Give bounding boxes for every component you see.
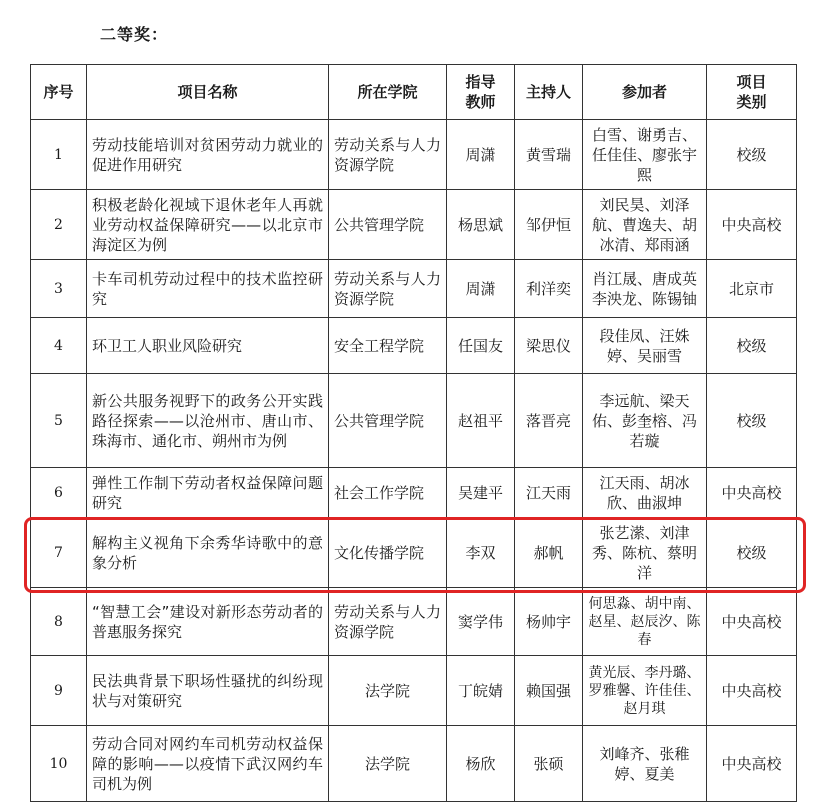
row-project-name: 劳动合同对网约车司机劳动权益保障的影响——以疫情下武汉网约车司机为例 [87,726,329,802]
row-project-name: 劳动技能培训对贫困劳动力就业的促进作用研究 [87,120,329,190]
table-header-row [31,65,797,120]
row-no: 9 [31,656,87,726]
row-category: 北京市 [707,260,797,318]
highlight-box [24,517,806,593]
row-no: 7 [31,518,87,588]
row-members: 李远航、梁天佑、彭奎榕、冯若璇 [583,374,707,468]
row-college: 社会工作学院 [329,468,447,518]
table-row [31,190,797,260]
table-row [31,120,797,190]
row-college: 法学院 [329,656,447,726]
row-project-name: 新公共服务视野下的政务公开实践路径探索——以沧州市、唐山市、珠海市、通化市、朔州市为例 [87,374,329,468]
table-row [31,468,797,518]
row-no: 4 [31,318,87,374]
row-project-name: 弹性工作制下劳动者权益保障问题研究 [87,468,329,518]
row-host: 邹伊恒 [515,190,583,260]
row-members: 白雪、谢勇吉、任佳佳、廖张宇熙 [583,120,707,190]
row-advisor: 李双 [447,518,515,588]
row-college: 劳动关系与人力资源学院 [329,120,447,190]
row-no: 8 [31,588,87,656]
row-category: 中央高校 [707,726,797,802]
table-row [31,656,797,726]
award-table [30,64,797,802]
row-members: 肖江晟、唐成英李泱龙、陈锡铀 [583,260,707,318]
row-college: 劳动关系与人力资源学院 [329,260,447,318]
row-no: 10 [31,726,87,802]
row-advisor: 丁皖婧 [447,656,515,726]
row-category: 中央高校 [707,588,797,656]
row-host: 黄雪瑞 [515,120,583,190]
table-row [31,318,797,374]
row-members: 刘峰齐、张稚婷、夏美 [583,726,707,802]
row-advisor: 任国友 [447,318,515,374]
row-members: 段佳凤、汪姝婷、吴丽雪 [583,318,707,374]
row-college: 劳动关系与人力资源学院 [329,588,447,656]
row-host: 杨帅宇 [515,588,583,656]
row-college: 安全工程学院 [329,318,447,374]
row-college: 法学院 [329,726,447,802]
row-no: 6 [31,468,87,518]
row-members: 何思淼、胡中南、赵星、赵辰汐、陈春 [583,588,707,656]
table-row [31,260,797,318]
column-header-no: 序号 [31,65,87,120]
row-advisor: 杨思斌 [447,190,515,260]
column-header-college: 所在学院 [329,65,447,120]
row-category: 校级 [707,518,797,588]
row-host: 张硕 [515,726,583,802]
row-members: 江天雨、胡冰欣、曲淑坤 [583,468,707,518]
table-row [31,726,797,802]
row-members: 刘民昊、刘泽航、曹逸夫、胡冰清、郑雨涵 [583,190,707,260]
row-host: 江天雨 [515,468,583,518]
row-no: 3 [31,260,87,318]
row-college: 文化传播学院 [329,518,447,588]
row-advisor: 窦学伟 [447,588,515,656]
row-advisor: 吴建平 [447,468,515,518]
section-heading: 二等奖： [100,25,169,44]
row-category: 校级 [707,374,797,468]
row-advisor: 杨欣 [447,726,515,802]
row-no: 2 [31,190,87,260]
row-members: 黄光辰、李丹璐、罗雅馨、许佳佳、赵月琪 [583,656,707,726]
row-members: 张艺潆、刘津秀、陈杭、蔡明洋 [583,518,707,588]
row-no: 1 [31,120,87,190]
row-project-name: “智慧工会”建设对新形态劳动者的普惠服务探究 [87,588,329,656]
table-row [31,588,797,656]
row-host: 郝帆 [515,518,583,588]
row-host: 梁思仪 [515,318,583,374]
row-project-name: 积极老龄化视域下退休老年人再就业劳动权益保障研究——以北京市海淀区为例 [87,190,329,260]
row-no: 5 [31,374,87,468]
row-advisor: 赵祖平 [447,374,515,468]
row-project-name: 解构主义视角下余秀华诗歌中的意象分析 [87,518,329,588]
row-project-name: 卡车司机劳动过程中的技术监控研究 [87,260,329,318]
row-category: 中央高校 [707,656,797,726]
row-category: 中央高校 [707,190,797,260]
row-category: 校级 [707,120,797,190]
row-project-name: 民法典背景下职场性骚扰的纠纷现状与对策研究 [87,656,329,726]
row-category: 中央高校 [707,468,797,518]
row-college: 公共管理学院 [329,374,447,468]
row-host: 落晋亮 [515,374,583,468]
column-header-members: 参加者 [583,65,707,120]
row-host: 利洋奕 [515,260,583,318]
row-advisor: 周潇 [447,260,515,318]
row-project-name: 环卫工人职业风险研究 [87,318,329,374]
column-header-category: 项目类别 [707,65,797,120]
column-header-host: 主持人 [515,65,583,120]
column-header-advisor: 指导教师 [447,65,515,120]
column-header-name: 项目名称 [87,65,329,120]
table-row [31,374,797,468]
row-advisor: 周潇 [447,120,515,190]
row-category: 校级 [707,318,797,374]
row-host: 赖国强 [515,656,583,726]
row-college: 公共管理学院 [329,190,447,260]
